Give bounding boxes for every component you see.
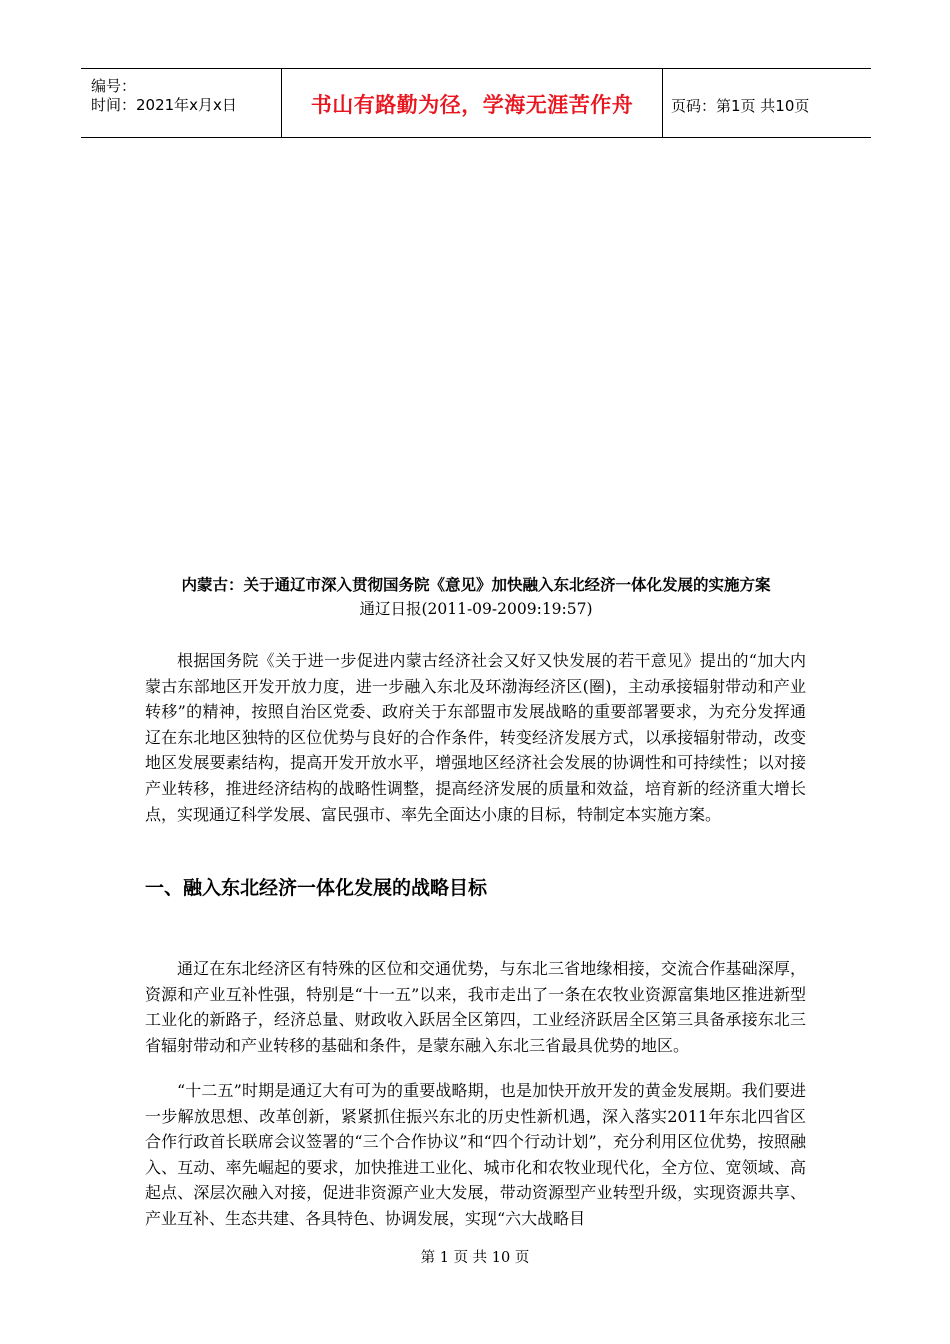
- section-paragraph: “十二五”时期是通辽大有可为的重要战略期，也是加快开放开发的黄金发展期。我们要进一步解放思想、改革创新，紧紧抓住振兴东北的历史性新机遇，深入落实2011年东北四省区合作行政首长联席会议签署的“三个合作协议”和“四个行动计划”，充分利用区位优势，按照融入、互动、率先崛起的要求，加快推进工业化、城市化和农牧业现代化，全方位、宽领域、高起点、深层次融入对接，促进非资源产业大发展，带动资源型产业转型升级，实现资源共享、产业互补、生态共建、各具特色、协调发展，实现“六大战略目: [145, 1081, 806, 1228]
- section-paragraph: 通辽在东北经济区有特殊的区位和交通优势，与东北三省地缘相接，交流合作基础深厚，资源和产业互补性强，特别是“十一五”以来，我市走出了一条在农牧业资源富集地区推进新型工业化的新路子，经济总量、财政收入跃居全区第四，工业经济跃居全区第三具备承接东北三省辐射带动和产业转移的基础和条件，是蒙东融入东北三省最具优势的地区。: [145, 959, 806, 1055]
- document-code-label: 编号：: [91, 77, 137, 95]
- header-middle-cell: [281, 69, 663, 137]
- article-title: 内蒙古：关于通辽市深入贯彻国务院《意见》加快融入东北经济一体化发展的实施方案: [181, 575, 771, 594]
- header-motto: 书山有路勤为径，学海无涯苦作舟: [310, 93, 634, 117]
- header-page-number: 页码：第1页 共10页: [671, 97, 810, 115]
- document-time-label: 时间：2021年x月x日: [91, 96, 237, 114]
- article-source: 通辽日报(2011-09-2009:19:57): [359, 600, 593, 618]
- header-right-cell: [661, 69, 871, 137]
- header-table: [81, 68, 871, 138]
- section-heading: 一、融入东北经济一体化发展的战略目标: [145, 877, 488, 899]
- header-left-cell: [81, 69, 281, 137]
- intro-paragraph: 根据国务院《关于进一步促进内蒙古经济社会又好又快发展的若干意见》提出的“加大内蒙古东部地区开发开放力度，进一步融入东北及环渤海经济区(圈)，主动承接辐射带动和产业转移”的精神，按照自治区党委、政府关于东部盟市发展战略的重要部署要求，为充分发挥通辽在东北地区独特的区位优势与良好的合作条件，转变经济发展方式，以承接辐射带动，改变地区发展要素结构，提高开发开放水平，增强地区经济社会发展的协调性和可持续性；以对接产业转移，推进经济结构的战略性调整，提高经济发展的质量和效益，培育新的经济重大增长点，实现通辽科学发展、富民强市、率先全面达小康的目标，特制定本实施方案。: [145, 651, 806, 824]
- page-footer: 第 1 页 共 10 页: [420, 1250, 530, 1266]
